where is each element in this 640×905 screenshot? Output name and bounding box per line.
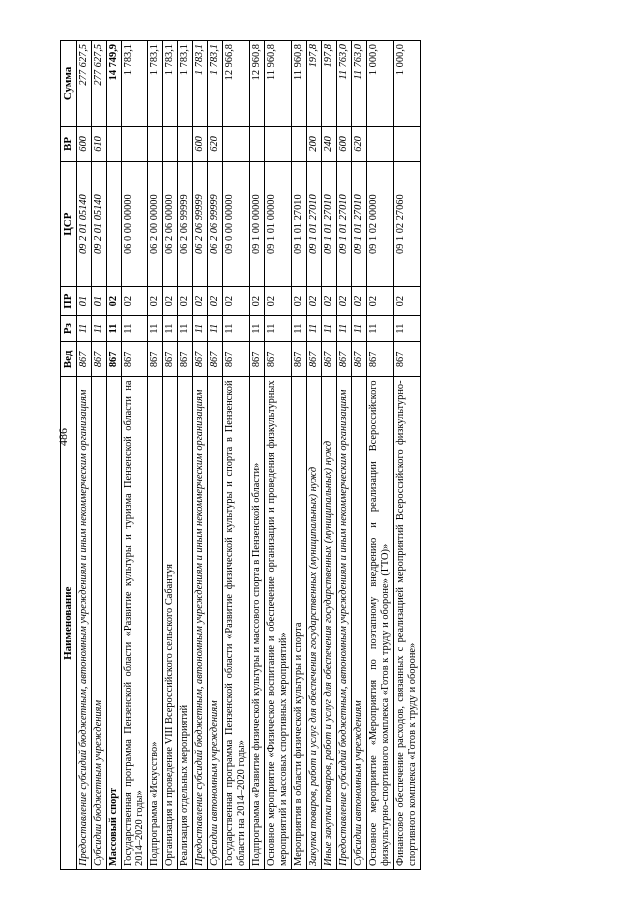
cell-name: Государственная программа Пензенской области «Развитие культуры и туризма Пензенской области на 2014–2020 годы»	[121, 377, 148, 870]
cell-name: Субсидии автономным учреждениям	[208, 377, 223, 870]
cell-vr: 600	[336, 126, 351, 161]
cell-pr: 02	[366, 287, 393, 316]
table-row	[306, 41, 321, 870]
cell-pr: 02	[208, 287, 223, 316]
cell-ved: 867	[148, 342, 163, 377]
cell-csr: 06 0 00 00000	[121, 162, 148, 287]
table-row	[121, 41, 148, 870]
cell-rz: 11	[163, 315, 178, 341]
cell-name: Предоставление субсидий бюджетным, автономным учреждениям и иным некоммерческим организациям	[76, 377, 91, 870]
table-row	[250, 41, 265, 870]
cell-pr: 02	[106, 287, 121, 316]
cell-csr: 09 1 02 00000	[366, 162, 393, 287]
cell-name: Финансовое обеспечение расходов, связанных с реализацией мероприятий Всероссийского физкультурно-спортивного комплекса «Готов к труду и обороне»	[393, 377, 420, 870]
cell-sum: 12 966,8	[223, 41, 250, 127]
page-number: 486	[56, 428, 70, 446]
cell-name: Государственная программа Пензенской области «Развитие физической культуры и спорта в Пензенской области на 2014–2020 годы»	[223, 377, 250, 870]
cell-sum: 12 960,8	[250, 41, 265, 127]
table-row	[76, 41, 91, 870]
cell-csr: 06 2 06 00000	[163, 162, 178, 287]
cell-name: Предоставление субсидий бюджетным, автономным учреждениям и иным некоммерческим организациям	[193, 377, 208, 870]
cell-rz: 11	[291, 315, 306, 341]
table-row	[366, 41, 393, 870]
cell-name: Организация и проведение VIII Всероссийского сельского Сабантуя	[163, 377, 178, 870]
table-row	[178, 41, 193, 870]
cell-pr: 02	[336, 287, 351, 316]
cell-pr: 02	[193, 287, 208, 316]
cell-name: Подпрограмма «Развитие физической культуры и массового спорта в Пензенской области»	[250, 377, 265, 870]
cell-vr	[163, 126, 178, 161]
cell-ved: 867	[223, 342, 250, 377]
cell-vr	[250, 126, 265, 161]
cell-vr	[366, 126, 393, 161]
cell-sum: 197,8	[321, 41, 336, 127]
cell-rz: 11	[148, 315, 163, 341]
cell-rz: 11	[366, 315, 393, 341]
col-header-pr: ПР	[61, 287, 77, 316]
table-row	[193, 41, 208, 870]
table-row	[208, 41, 223, 870]
cell-pr: 02	[265, 287, 292, 316]
cell-rz: 11	[76, 315, 91, 341]
cell-rz: 11	[250, 315, 265, 341]
cell-rz: 11	[306, 315, 321, 341]
cell-vr: 620	[208, 126, 223, 161]
cell-ved: 867	[291, 342, 306, 377]
cell-vr	[393, 126, 420, 161]
cell-ved: 867	[91, 342, 106, 377]
cell-vr	[223, 126, 250, 161]
cell-sum: 1 783,1	[121, 41, 148, 127]
table-row	[163, 41, 178, 870]
cell-ved: 867	[336, 342, 351, 377]
table-row	[321, 41, 336, 870]
cell-vr: 200	[306, 126, 321, 161]
cell-pr: 02	[321, 287, 336, 316]
cell-csr: 09 2 01 05140	[91, 162, 106, 287]
cell-csr: 09 2 01 05140	[76, 162, 91, 287]
table-row	[393, 41, 420, 870]
cell-rz: 11	[91, 315, 106, 341]
cell-ved: 867	[306, 342, 321, 377]
cell-name: Иные закупки товаров, работ и услуг для обеспечения государственных (муниципальных) нужд	[321, 377, 336, 870]
cell-sum: 1 000,0	[366, 41, 393, 127]
cell-ved: 867	[250, 342, 265, 377]
cell-vr	[148, 126, 163, 161]
cell-rz: 11	[265, 315, 292, 341]
table-row	[91, 41, 106, 870]
cell-name: Мероприятия в области физической культуры и спорта	[291, 377, 306, 870]
cell-csr	[106, 162, 121, 287]
col-header-ved: Вед	[61, 342, 77, 377]
cell-name: Предоставление субсидий бюджетным, автономным учреждениям и иным некоммерческим организациям	[336, 377, 351, 870]
cell-sum: 277 627,5	[91, 41, 106, 127]
col-header-rz: Рз	[61, 315, 77, 341]
cell-csr: 09 1 01 27010	[336, 162, 351, 287]
cell-sum: 11 960,8	[265, 41, 292, 127]
cell-pr: 02	[148, 287, 163, 316]
table-row	[336, 41, 351, 870]
cell-ved: 867	[351, 342, 366, 377]
col-header-csr: ЦСР	[61, 162, 77, 287]
cell-ved: 867	[76, 342, 91, 377]
table-row	[351, 41, 366, 870]
cell-rz: 11	[178, 315, 193, 341]
cell-rz: 11	[106, 315, 121, 341]
cell-vr: 600	[76, 126, 91, 161]
cell-pr: 02	[178, 287, 193, 316]
cell-pr: 02	[223, 287, 250, 316]
cell-ved: 867	[163, 342, 178, 377]
cell-name: Основное мероприятие «Физическое воспитание и обеспечение организации и проведения физкультурных мероприятий и массовых спортивных мероприятий»	[265, 377, 292, 870]
cell-sum: 14 749,9	[106, 41, 121, 127]
cell-name: Субсидии автономным учреждениям	[351, 377, 366, 870]
cell-csr: 09 0 00 00000	[223, 162, 250, 287]
cell-name: Массовый спорт	[106, 377, 121, 870]
cell-ved: 867	[366, 342, 393, 377]
cell-csr: 06 2 06 99999	[193, 162, 208, 287]
cell-vr	[178, 126, 193, 161]
cell-csr: 09 1 01 27010	[351, 162, 366, 287]
cell-ved: 867	[265, 342, 292, 377]
cell-rz: 11	[351, 315, 366, 341]
cell-vr	[121, 126, 148, 161]
cell-pr: 02	[291, 287, 306, 316]
cell-sum: 11 763,0	[336, 41, 351, 127]
cell-rz: 11	[223, 315, 250, 341]
table-row	[106, 41, 121, 870]
col-header-sum: Сумма	[61, 41, 77, 127]
cell-sum: 11 960,8	[291, 41, 306, 127]
table-row	[223, 41, 250, 870]
cell-rz: 11	[121, 315, 148, 341]
table-row	[291, 41, 306, 870]
cell-rz: 11	[393, 315, 420, 341]
cell-ved: 867	[393, 342, 420, 377]
cell-rz: 11	[193, 315, 208, 341]
cell-csr: 09 1 01 27010	[291, 162, 306, 287]
cell-sum: 1 783,1	[193, 41, 208, 127]
cell-ved: 867	[106, 342, 121, 377]
cell-csr: 06 2 06 99999	[208, 162, 223, 287]
cell-name: Подпрограмма «Искусство»	[148, 377, 163, 870]
table-body	[76, 41, 420, 870]
cell-ved: 867	[321, 342, 336, 377]
cell-vr	[106, 126, 121, 161]
rotated-page	[60, 40, 570, 870]
cell-sum: 1 783,1	[208, 41, 223, 127]
cell-name: Основное мероприятие «Мероприятия по поэтапному внедрению и реализации Всероссийского физкультурно-спортивного комплекса «Готов к труду и обороне» (ГТО)»	[366, 377, 393, 870]
cell-sum: 1 783,1	[178, 41, 193, 127]
cell-sum: 1 783,1	[163, 41, 178, 127]
cell-csr: 09 1 01 27010	[321, 162, 336, 287]
cell-pr: 02	[121, 287, 148, 316]
cell-sum: 197,8	[306, 41, 321, 127]
cell-sum: 277 627,5	[76, 41, 91, 127]
cell-pr: 02	[306, 287, 321, 316]
cell-name: Реализация отдельных мероприятий	[178, 377, 193, 870]
cell-vr: 610	[91, 126, 106, 161]
cell-sum: 11 763,0	[351, 41, 366, 127]
cell-sum: 1 783,1	[148, 41, 163, 127]
cell-rz: 11	[321, 315, 336, 341]
cell-name: Закупка товаров, работ и услуг для обеспечения государственных (муниципальных) нужд	[306, 377, 321, 870]
cell-pr: 02	[163, 287, 178, 316]
cell-ved: 867	[193, 342, 208, 377]
cell-ved: 867	[178, 342, 193, 377]
cell-csr: 09 1 00 00000	[250, 162, 265, 287]
budget-table	[60, 40, 421, 870]
cell-pr: 02	[351, 287, 366, 316]
cell-rz: 11	[336, 315, 351, 341]
cell-csr: 09 1 01 27010	[306, 162, 321, 287]
cell-ved: 867	[208, 342, 223, 377]
cell-pr: 01	[76, 287, 91, 316]
col-header-vr: ВР	[61, 126, 77, 161]
cell-vr	[291, 126, 306, 161]
cell-ved: 867	[121, 342, 148, 377]
cell-pr: 02	[393, 287, 420, 316]
cell-sum: 1 000,0	[393, 41, 420, 127]
col-header-name: Наименование	[61, 377, 77, 870]
cell-csr: 06 2 00 00000	[148, 162, 163, 287]
table-header-row	[61, 41, 77, 870]
cell-rz: 11	[208, 315, 223, 341]
table-row	[148, 41, 163, 870]
cell-csr: 09 1 02 27060	[393, 162, 420, 287]
cell-csr: 09 1 01 00000	[265, 162, 292, 287]
cell-vr: 620	[351, 126, 366, 161]
cell-csr: 06 2 06 99999	[178, 162, 193, 287]
cell-vr: 240	[321, 126, 336, 161]
cell-pr: 02	[250, 287, 265, 316]
table-row	[265, 41, 292, 870]
cell-pr: 01	[91, 287, 106, 316]
cell-vr: 600	[193, 126, 208, 161]
cell-name: Субсидии бюджетным учреждениям	[91, 377, 106, 870]
cell-vr	[265, 126, 292, 161]
